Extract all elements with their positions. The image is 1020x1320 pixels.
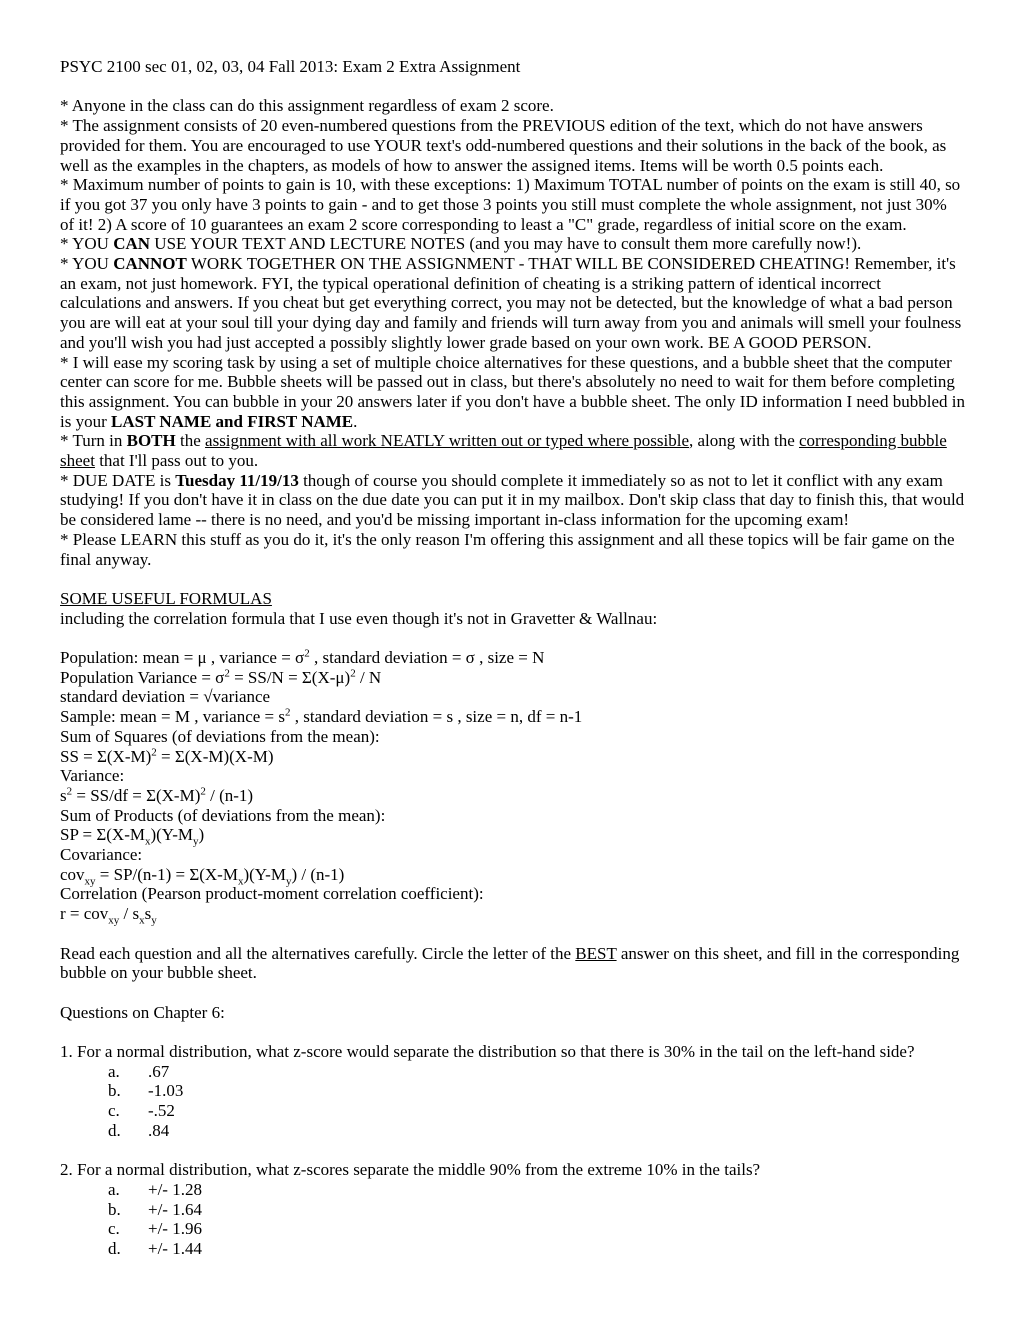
text-run: Population Variance = σ bbox=[60, 667, 225, 687]
text-run: WORK TOGETHER ON THE ASSIGNMENT - THAT WILL BE CONSIDERED CHEATING! Remember, it's an exam, not just homework. FYI, the typical operational definition of cheating is a striking pattern of identical incorrect calculations and answers. If you cheat but get everything correct, you may not be detected, but the knowledge of what a bad person you are will eat at your soul till your dying day and family and friends will turn away from you and animals will smell your foulness and you'll wish you had just accepted a possibly slightly lower grade based on your own work. BE A GOOD PERSON. bbox=[60, 254, 962, 352]
text-run: r = cov bbox=[60, 904, 109, 924]
text-run: = SP/(n-1) = Σ(X-M bbox=[95, 864, 238, 884]
answer-option bbox=[60, 1219, 965, 1239]
text-run: * Please LEARN this stuff as you do it, it's the only reason I'm offering this assignment and all these topics will be fair game on the final anyway. bbox=[60, 529, 955, 569]
answer-options bbox=[60, 1180, 965, 1259]
text-run: Variance: bbox=[60, 766, 125, 786]
option-value: -1.03 bbox=[148, 1081, 184, 1101]
blank-line bbox=[60, 628, 965, 648]
text-run: s bbox=[144, 904, 152, 924]
text-run: * I will ease my scoring task by using a set of multiple choice alternatives for these questions, and a bubble sheet that the computer center can score for me. Bubble sheets will be passed out in class, but there's absolutely no need to wait for them before completing this assignment. You can bubble in your 20 answers later if you don't have a bubble sheet. The only ID information I need bubbled in is your bbox=[60, 352, 965, 431]
paragraph bbox=[60, 471, 965, 530]
paragraph bbox=[60, 609, 965, 629]
text-run: * The assignment consists of 20 even-numbered questions from the PREVIOUS edition of the text, which do not have answers provided for them. You are encouraged to use YOUR text's odd-numbered questions and their solutions in the back of the book, as well as the examples in the chapters, as models of how to answer the assigned items. Items will be worth 0.5 points each. bbox=[60, 116, 947, 175]
text-run: Questions on Chapter 6: bbox=[60, 1002, 225, 1022]
paragraph bbox=[60, 668, 965, 688]
paragraph bbox=[60, 648, 965, 668]
paragraph bbox=[60, 1042, 965, 1062]
text-run: . bbox=[353, 411, 358, 431]
text-run: x bbox=[139, 914, 145, 927]
text-run: , standard deviation = σ , size = N bbox=[309, 648, 545, 668]
text-run: y bbox=[192, 835, 199, 848]
text-run: )(Y-M bbox=[243, 864, 286, 884]
text-run: assignment with all work NEATLY written out or typed where possible bbox=[205, 431, 689, 451]
text-run: = Σ(X-M)(X-M) bbox=[156, 746, 274, 766]
paragraph bbox=[60, 254, 965, 353]
text-run: 2. For a normal distribution, what z-scores separate the middle 90% from the extreme 10% in the tails? bbox=[60, 1160, 761, 1180]
paragraph bbox=[60, 431, 965, 470]
text-run: SP = Σ(X-M bbox=[60, 825, 145, 845]
paragraph bbox=[60, 1160, 965, 1180]
paragraph bbox=[60, 904, 965, 927]
text-run: LAST NAME and FIRST NAME bbox=[111, 411, 354, 431]
text-run: * YOU bbox=[60, 234, 114, 254]
text-run: ) / (n-1) bbox=[291, 864, 345, 884]
blank-line bbox=[60, 924, 965, 944]
text-run: the bbox=[175, 431, 206, 451]
paragraph bbox=[60, 707, 965, 727]
paragraph bbox=[60, 1003, 965, 1023]
text-run: xy bbox=[84, 875, 96, 888]
text-run: SS = Σ(X-M) bbox=[60, 746, 152, 766]
answer-options bbox=[60, 1062, 965, 1141]
text-run: that I'll pass out to you. bbox=[94, 451, 259, 471]
text-run: = SS/df = Σ(X-M) bbox=[72, 785, 201, 805]
text-run: 2 bbox=[151, 745, 157, 758]
text-run: Sum of Products (of deviations from the mean): bbox=[60, 805, 386, 825]
text-run: cov bbox=[60, 864, 85, 884]
text-run: Tuesday 11/19/13 bbox=[175, 470, 299, 490]
paragraph bbox=[60, 747, 965, 767]
document-body bbox=[60, 77, 965, 1259]
text-run: xy bbox=[108, 914, 120, 927]
paragraph bbox=[60, 116, 965, 175]
paragraph bbox=[60, 864, 965, 888]
text-run: CAN bbox=[113, 234, 151, 254]
paragraph bbox=[60, 687, 965, 707]
text-run: ) bbox=[198, 825, 205, 845]
text-run: Read each question and all the alternatives carefully. Circle the letter of the bbox=[60, 943, 576, 963]
paragraph bbox=[60, 530, 965, 569]
paragraph bbox=[60, 766, 965, 786]
answer-option bbox=[60, 1200, 965, 1220]
text-run: corresponding bubble sheet bbox=[60, 431, 947, 471]
option-letter: d. bbox=[108, 1120, 121, 1140]
option-value: +/- 1.44 bbox=[148, 1239, 202, 1259]
answer-option bbox=[60, 1180, 965, 1200]
text-run: 2 bbox=[224, 667, 230, 680]
document-title: PSYC 2100 sec 01, 02, 03, 04 Fall 2013: Exam 2 Extra Assignment bbox=[60, 57, 521, 76]
answer-option bbox=[60, 1121, 965, 1141]
paragraph bbox=[60, 96, 965, 116]
paragraph bbox=[60, 884, 965, 904]
text-run: / (n-1) bbox=[205, 785, 254, 805]
text-run: )(Y-M bbox=[150, 825, 193, 845]
paragraph bbox=[60, 727, 965, 747]
blank-line bbox=[60, 983, 965, 1003]
text-run: y bbox=[151, 914, 157, 927]
paragraph bbox=[60, 825, 965, 848]
text-run: / s bbox=[119, 904, 140, 924]
text-run: Correlation (Pearson product-moment correlation coefficient): bbox=[60, 884, 484, 904]
paragraph bbox=[60, 234, 965, 254]
text-run: , standard deviation = s , size = n, df = n-1 bbox=[290, 707, 583, 727]
text-run: * Maximum number of points to gain is 10, with these exceptions: 1) Maximum TOTAL number of points on the exam is still 40, so if you got 37 you only have 3 points to gain - and to get those 3 points you still must complete the whole assignment, not just 30% of it! 2) A score of 10 guarantees an exam 2 score corresponding to least a "C" grade, regardless of initial score on the exam. bbox=[60, 175, 961, 234]
text-run: x bbox=[144, 835, 151, 848]
blank-line bbox=[60, 1141, 965, 1161]
text-run: standard deviation = √variance bbox=[60, 687, 271, 707]
text-run: = SS/N = Σ(X-μ) bbox=[229, 667, 351, 687]
text-run: s bbox=[60, 785, 67, 805]
text-run: SOME USEFUL FORMULAS bbox=[60, 588, 272, 608]
text-run: CANNOT bbox=[113, 254, 187, 274]
paragraph bbox=[60, 806, 965, 826]
option-letter: a. bbox=[108, 1179, 120, 1199]
text-run: Sum of Squares (of deviations from the mean): bbox=[60, 726, 380, 746]
blank-line bbox=[60, 1022, 965, 1042]
text-run: * YOU bbox=[60, 254, 114, 274]
paragraph bbox=[60, 353, 965, 432]
text-run: , along with the bbox=[689, 431, 800, 451]
option-value: .84 bbox=[148, 1120, 170, 1140]
text-run: y bbox=[285, 875, 292, 888]
text-run: Population: mean = μ , variance = σ bbox=[60, 648, 305, 668]
answer-option bbox=[60, 1239, 965, 1259]
text-run: x bbox=[237, 875, 244, 888]
text-run: * Turn in bbox=[60, 431, 127, 451]
option-value: .67 bbox=[148, 1061, 170, 1081]
paragraph bbox=[60, 944, 965, 983]
option-value: +/- 1.28 bbox=[148, 1179, 202, 1199]
answer-option bbox=[60, 1101, 965, 1121]
text-run: USE YOUR TEXT AND LECTURE NOTES (and you may have to consult them more carefully now!). bbox=[150, 234, 862, 254]
option-letter: c. bbox=[108, 1101, 120, 1121]
text-run: / N bbox=[355, 667, 382, 687]
option-value: +/- 1.96 bbox=[148, 1219, 202, 1239]
text-run: Sample: mean = M , variance = s bbox=[60, 707, 286, 727]
text-run: Covariance: bbox=[60, 845, 143, 865]
option-letter: b. bbox=[108, 1081, 121, 1101]
paragraph bbox=[60, 845, 965, 865]
text-run: 2 bbox=[66, 785, 73, 798]
answer-option bbox=[60, 1081, 965, 1101]
blank-line bbox=[60, 77, 965, 97]
text-run: 2 bbox=[304, 647, 310, 660]
paragraph bbox=[60, 589, 965, 609]
paragraph bbox=[60, 175, 965, 234]
option-value: -.52 bbox=[148, 1101, 175, 1121]
option-letter: d. bbox=[108, 1239, 121, 1259]
text-run: * Anyone in the class can do this assignment regardless of exam 2 score. bbox=[60, 96, 554, 116]
option-letter: a. bbox=[108, 1061, 120, 1081]
text-run: * DUE DATE is bbox=[60, 470, 176, 490]
blank-line bbox=[60, 569, 965, 589]
text-run: including the correlation formula that I use even though it's not in Gravetter & Wallnau: bbox=[60, 608, 658, 628]
text-run: 2 bbox=[200, 785, 206, 798]
text-run: answer on this sheet, and fill in the corresponding bubble on your bubble sheet. bbox=[60, 943, 960, 983]
paragraph bbox=[60, 786, 965, 806]
text-run: BOTH bbox=[126, 431, 176, 451]
text-run: 1. For a normal distribution, what z-score would separate the distribution so that there is 30% in the tail on the left-hand side? bbox=[60, 1042, 915, 1062]
text-run: 2 bbox=[350, 667, 356, 680]
text-run: BEST bbox=[575, 943, 617, 963]
text-run: 2 bbox=[285, 706, 291, 719]
option-letter: b. bbox=[108, 1199, 121, 1219]
answer-option bbox=[60, 1062, 965, 1082]
text-run: though of course you should complete it immediately so as not to let it conflict with any exam studying! If you don't have it in class on the due date you can put it in my mailbox. Don't skip class that day to finish this, that would be considered lame -- there is no need, and you'd be missing important in-class information for the upcoming exam! bbox=[60, 470, 965, 530]
option-value: +/- 1.64 bbox=[148, 1199, 202, 1219]
option-letter: c. bbox=[108, 1219, 120, 1239]
